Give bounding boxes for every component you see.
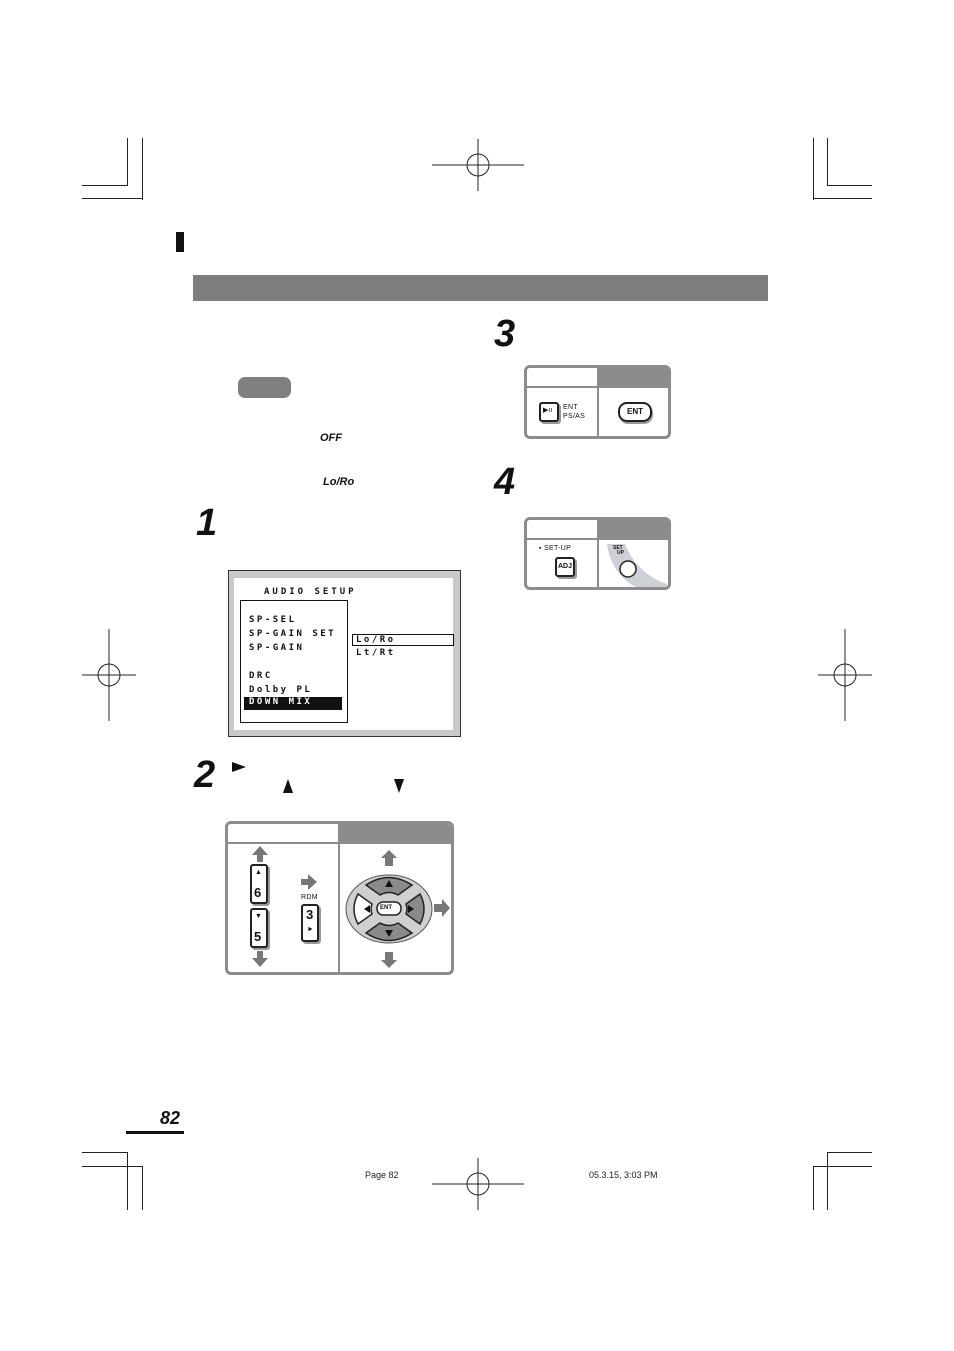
ent-button[interactable]: ENT: [618, 402, 652, 422]
section-marker: [176, 232, 184, 252]
down-arrow-icon: [252, 951, 268, 967]
key-3-label: 3: [306, 907, 314, 922]
play-pause-icon: ▶ıı: [543, 407, 553, 414]
section-header-bar: [193, 275, 768, 301]
right-arrow-icon: [232, 762, 246, 772]
key-3-button[interactable]: [301, 904, 319, 942]
registration-mark-left: [82, 629, 136, 721]
osd-menu-item[interactable]: SP-SEL: [249, 615, 297, 625]
page-number: 82: [160, 1108, 181, 1128]
osd-option-selected[interactable]: Lo/Ro: [352, 634, 454, 646]
value-off-label: OFF: [320, 432, 342, 444]
osd-title: AUDIO SETUP: [264, 587, 357, 597]
footer-timestamp: 05.3.15, 3:03 PM: [589, 1170, 658, 1180]
right-arrow-icon: [301, 874, 317, 890]
setup-label: ▪ SET-UP: [539, 545, 572, 552]
remote-dpad: [342, 850, 454, 968]
osd-option[interactable]: Lt/Rt: [356, 648, 396, 658]
registration-mark-top: [432, 139, 524, 191]
right-triangle-icon: ►: [307, 926, 314, 933]
step-2-control-panel: [225, 821, 454, 975]
audio-setup-screen: [228, 570, 461, 737]
registration-mark-bottom: [432, 1158, 524, 1210]
step-3-control-panel: [524, 365, 671, 439]
function-tag: [238, 377, 291, 398]
osd-menu-list: [240, 600, 348, 723]
page-number-underline: [126, 1131, 184, 1134]
up-arrow-icon: [252, 846, 268, 862]
up-triangle-icon: ▲: [255, 869, 262, 876]
key-5-button[interactable]: [250, 908, 268, 948]
ent-label: ENT: [563, 404, 578, 411]
down-arrow-icon: [394, 779, 404, 793]
dpad-ent-label[interactable]: ENT: [380, 905, 392, 911]
registration-mark-right: [818, 629, 872, 721]
key-6-button[interactable]: [250, 864, 268, 904]
osd-menu-item[interactable]: SP-GAIN: [249, 643, 305, 653]
key-6-label: 6: [254, 885, 262, 900]
value-loro-label: Lo/Ro: [323, 476, 355, 488]
psas-label: PS/AS: [563, 413, 586, 420]
step-3-number: 3: [494, 313, 516, 355]
osd-menu-item[interactable]: SP-GAIN SET: [249, 629, 337, 639]
step-4-number: 4: [494, 461, 516, 503]
key-5-label: 5: [254, 929, 262, 944]
osd-menu-item[interactable]: DRC: [249, 671, 273, 681]
osd-menu-item-selected[interactable]: DOWN MIX: [244, 697, 342, 710]
footer-page-label: Page 82: [365, 1170, 399, 1180]
osd-menu-item[interactable]: Dolby PL: [249, 685, 313, 695]
step-4-control-panel: [524, 517, 671, 590]
rdm-label: RDM: [301, 894, 318, 901]
up-arrow-icon: [283, 779, 293, 793]
adj-button[interactable]: ADJ: [555, 557, 575, 577]
step-2-number: 2: [194, 754, 216, 796]
remote-setup-button[interactable]: SET UP: [613, 545, 624, 556]
step-1-number: 1: [196, 502, 218, 544]
audio-setup-screen-inner: [234, 578, 453, 730]
down-triangle-icon: ▼: [255, 913, 262, 920]
play-pause-button[interactable]: [539, 402, 559, 422]
